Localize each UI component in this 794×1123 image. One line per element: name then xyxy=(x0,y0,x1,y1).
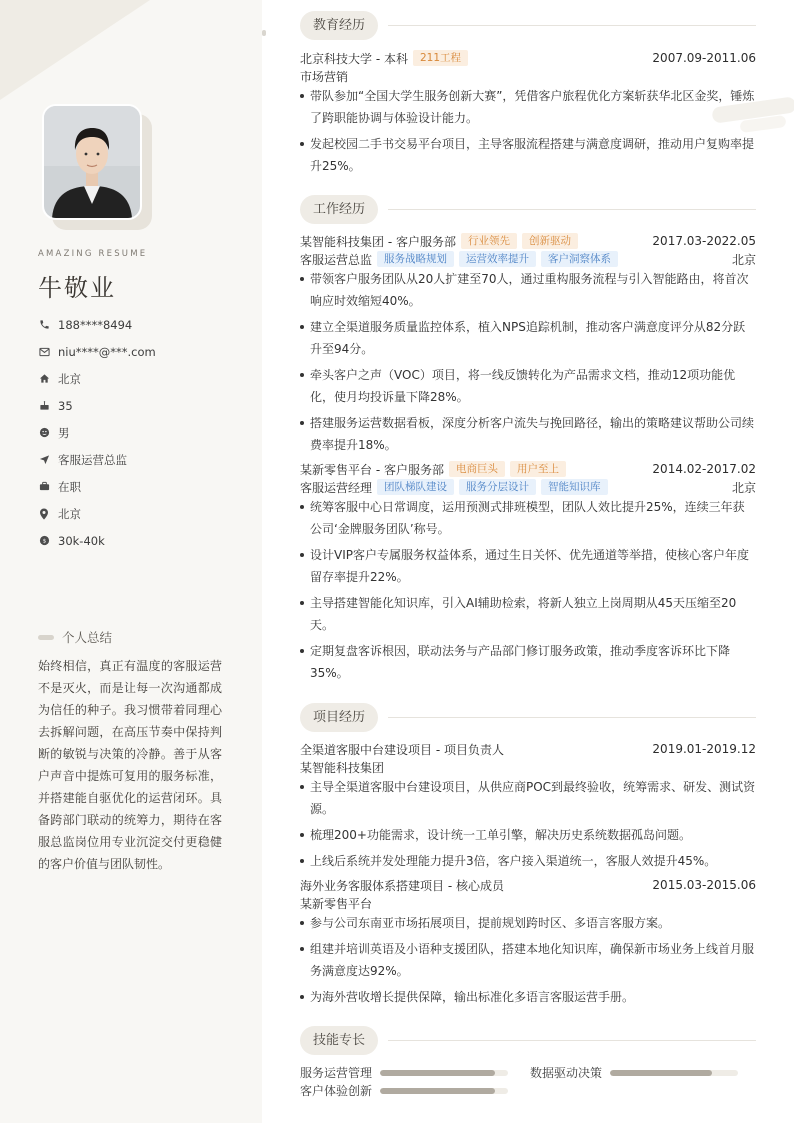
skill-bar-fill xyxy=(380,1088,495,1094)
job-role: 客服运营总监 xyxy=(300,252,373,267)
project-bullet: 梳理200+功能需求，设计统一工单引擎，解决历史系统数据孤岛问题。 xyxy=(300,824,756,846)
job-bullet: 搭建服务运营数据看板，深度分析客户流失与挽回路径，输出的策略建议帮助公司续费率提升18%。 xyxy=(300,412,756,456)
info-location xyxy=(38,500,156,527)
project-date: 2015.03-2015.06 xyxy=(652,878,756,892)
project-bullet: 组建并培训英语及小语种支援团队，搭建本地化知识库，确保新市场业务上线首月服务满意度达92%。 xyxy=(300,938,756,982)
job-city: 北京 xyxy=(731,252,756,267)
job-role-row xyxy=(300,250,756,268)
status-text: 在职 xyxy=(58,479,81,494)
project-org-row xyxy=(300,758,756,776)
company-tag: 创新驱动 xyxy=(522,233,578,249)
info-home xyxy=(38,365,156,392)
role-tag: 运营效率提升 xyxy=(459,251,536,267)
section-divider xyxy=(388,717,756,718)
section-divider xyxy=(388,209,756,210)
hometown-text: 北京 xyxy=(58,371,81,386)
section-divider xyxy=(388,25,756,26)
job-company: 某智能科技集团 - 客户服务部 xyxy=(300,234,456,249)
project-date: 2019.01-2019.12 xyxy=(652,742,756,756)
info-salary xyxy=(38,527,156,554)
school-name: 北京科技大学 - 本科 xyxy=(300,51,408,66)
major-row xyxy=(300,67,756,85)
project-org-row xyxy=(300,894,756,912)
job-city: 北京 xyxy=(731,480,756,495)
skill-bar-fill xyxy=(610,1070,712,1076)
skill-bar xyxy=(610,1070,738,1076)
skill-name: 服务运营管理 xyxy=(300,1066,373,1080)
skill-bar xyxy=(380,1070,508,1076)
education-heading xyxy=(300,11,756,40)
divider-decoration xyxy=(262,30,266,36)
location-text: 北京 xyxy=(58,506,81,521)
role-tag: 客户洞察体系 xyxy=(541,251,618,267)
job-bullet: 统筹客服中心日常调度，运用预测式排班模型，团队人效比提升25%，连续三年获公司‘金牌服务团队’称号。 xyxy=(300,496,756,540)
portrait-illustration xyxy=(44,106,140,218)
job-date: 2017.03-2022.05 xyxy=(652,234,756,248)
send-icon xyxy=(38,454,50,466)
home-icon xyxy=(38,373,50,385)
age-text: 35 xyxy=(58,398,73,413)
skill-bar xyxy=(380,1088,508,1094)
job-bullet: 带领客户服务团队从20人扩建至70人，通过重构服务流程与引入智能路由，将首次响应时效缩短40%。 xyxy=(300,268,756,312)
skill-name: 客户体验创新 xyxy=(300,1084,373,1098)
project-header-row xyxy=(300,876,756,894)
avatar xyxy=(42,104,142,220)
job-header-row xyxy=(300,232,756,250)
phone-icon xyxy=(38,319,50,331)
role-tag: 服务战略规划 xyxy=(377,251,454,267)
summary-text: 始终相信，真正有温度的客服运营不是灭火，而是让每一次沟通都成为信任的种子。我习惯带着同理心去拆解问题，在高压节奏中保持判断的敏锐与决策的冷静。善于从客户声音中提炼可复用的服务标准，并搭建能自驱优化的运营闭环。具备跨部门联动的统筹力，期待在客服总监岗位用专业沉淀交付更稳健的客户价值与团队韧性。 xyxy=(38,659,222,871)
company-tag: 电商巨头 xyxy=(449,461,505,477)
mail-icon xyxy=(38,346,50,358)
education-bullet: 发起校园二手书交易平台项目，主导客服流程搭建与满意度调研，推动用户复购率提升25%。 xyxy=(300,133,756,177)
info-age xyxy=(38,392,156,419)
skill-item xyxy=(300,1082,508,1099)
work-heading xyxy=(300,195,756,224)
project-org: 某新零售平台 xyxy=(300,896,373,911)
job-bullet: 定期复盘客诉根因，联动法务与产品部门修订服务政策，推动季度客诉环比下降35%。 xyxy=(300,640,756,684)
section-divider xyxy=(388,1040,756,1041)
school-tag: 211工程 xyxy=(413,50,468,66)
gender-icon xyxy=(38,427,50,439)
info-status xyxy=(38,473,156,500)
education-title: 教育经历 xyxy=(300,11,378,40)
role-tag: 智能知识库 xyxy=(541,479,608,495)
info-phone xyxy=(38,311,156,338)
briefcase-icon xyxy=(38,481,50,493)
summary-title: 个人总结 xyxy=(62,630,113,645)
svg-text:$: $ xyxy=(42,538,46,545)
info-position xyxy=(38,446,156,473)
project-name: 全渠道客服中台建设项目 - 项目负责人 xyxy=(300,742,504,757)
education-date: 2007.09-2011.06 xyxy=(652,51,756,65)
avatar-photo xyxy=(42,104,142,220)
skill-bar-fill xyxy=(380,1070,495,1076)
candidate-name: 牛敬业 xyxy=(38,274,116,302)
phone-text: 188****8494 xyxy=(58,317,133,332)
project-bullet: 上线后系统并发处理能力提升3倍，客户接入渠道统一，客服人效提升45%。 xyxy=(300,850,756,872)
project-bullet: 参与公司东南亚市场拓展项目，提前规划跨时区、多语言客服方案。 xyxy=(300,912,756,934)
email-text: niu****@***.com xyxy=(58,344,156,359)
company-tag: 用户至上 xyxy=(510,461,566,477)
major-text: 市场营销 xyxy=(300,69,349,84)
salary-icon xyxy=(38,535,50,547)
company-tag: 行业领先 xyxy=(461,233,517,249)
cake-icon xyxy=(38,400,50,412)
education-bullet: 带队参加“全国大学生服务创新大赛”，凭借客户旅程优化方案斩获华北区金奖，锤炼了跨职能协调与体验设计能力。 xyxy=(300,85,756,129)
education-row xyxy=(300,49,756,67)
info-email xyxy=(38,338,156,365)
position-text: 客服运营总监 xyxy=(58,452,127,467)
location-icon xyxy=(38,508,50,520)
role-tag: 服务分层设计 xyxy=(459,479,536,495)
job-date: 2014.02-2017.02 xyxy=(652,462,756,476)
sidebar xyxy=(0,0,262,1123)
corner-decoration xyxy=(0,0,150,100)
gender-text: 男 xyxy=(58,425,70,440)
job-role: 客服运营经理 xyxy=(300,480,373,495)
info-gender xyxy=(38,419,156,446)
project-org: 某智能科技集团 xyxy=(300,760,385,775)
summary-heading xyxy=(38,628,112,646)
skill-name: 数据驱动决策 xyxy=(530,1066,603,1080)
skills-title: 技能专长 xyxy=(300,1026,378,1055)
job-role-row xyxy=(300,478,756,496)
skill-item xyxy=(300,1064,508,1081)
project-header-row xyxy=(300,740,756,758)
project-bullet: 为海外营收增长提供保障，输出标准化多语言客服运营手册。 xyxy=(300,986,756,1008)
project-name: 海外业务客服体系搭建项目 - 核心成员 xyxy=(300,878,504,893)
job-header-row xyxy=(300,460,756,478)
role-tag: 团队梯队建设 xyxy=(377,479,454,495)
summary-heading-bar xyxy=(38,635,54,640)
salary-text: 30k-40k xyxy=(58,533,105,548)
job-bullet: 建立全渠道服务质量监控体系，植入NPS追踪机制，推动客户满意度评分从82分跃升至94分。 xyxy=(300,316,756,360)
resume-tagline: AMAZING RESUME xyxy=(38,249,148,259)
projects-title: 项目经历 xyxy=(300,703,378,732)
project-bullet: 主导全渠道客服中台建设项目，从供应商POC到最终验收，统筹需求、研发、测试资源。 xyxy=(300,776,756,820)
job-bullet: 牵头客户之声（VOC）项目，将一线反馈转化为产品需求文档，推动12项功能优化，使月均投诉量下降28%。 xyxy=(300,364,756,408)
job-bullet: 设计VIP客户专属服务权益体系，通过生日关怀、优先通道等举措，使核心客户年度留存率提升22%。 xyxy=(300,544,756,588)
work-title: 工作经历 xyxy=(300,195,378,224)
projects-heading xyxy=(300,703,756,732)
skills-heading xyxy=(300,1026,756,1055)
job-company: 某新零售平台 - 客户服务部 xyxy=(300,462,444,477)
job-bullet: 主导搭建智能化知识库，引入AI辅助检索，将新人独立上岗周期从45天压缩至20天。 xyxy=(300,592,756,636)
contact-info-list xyxy=(38,311,156,554)
skill-item xyxy=(530,1064,738,1081)
